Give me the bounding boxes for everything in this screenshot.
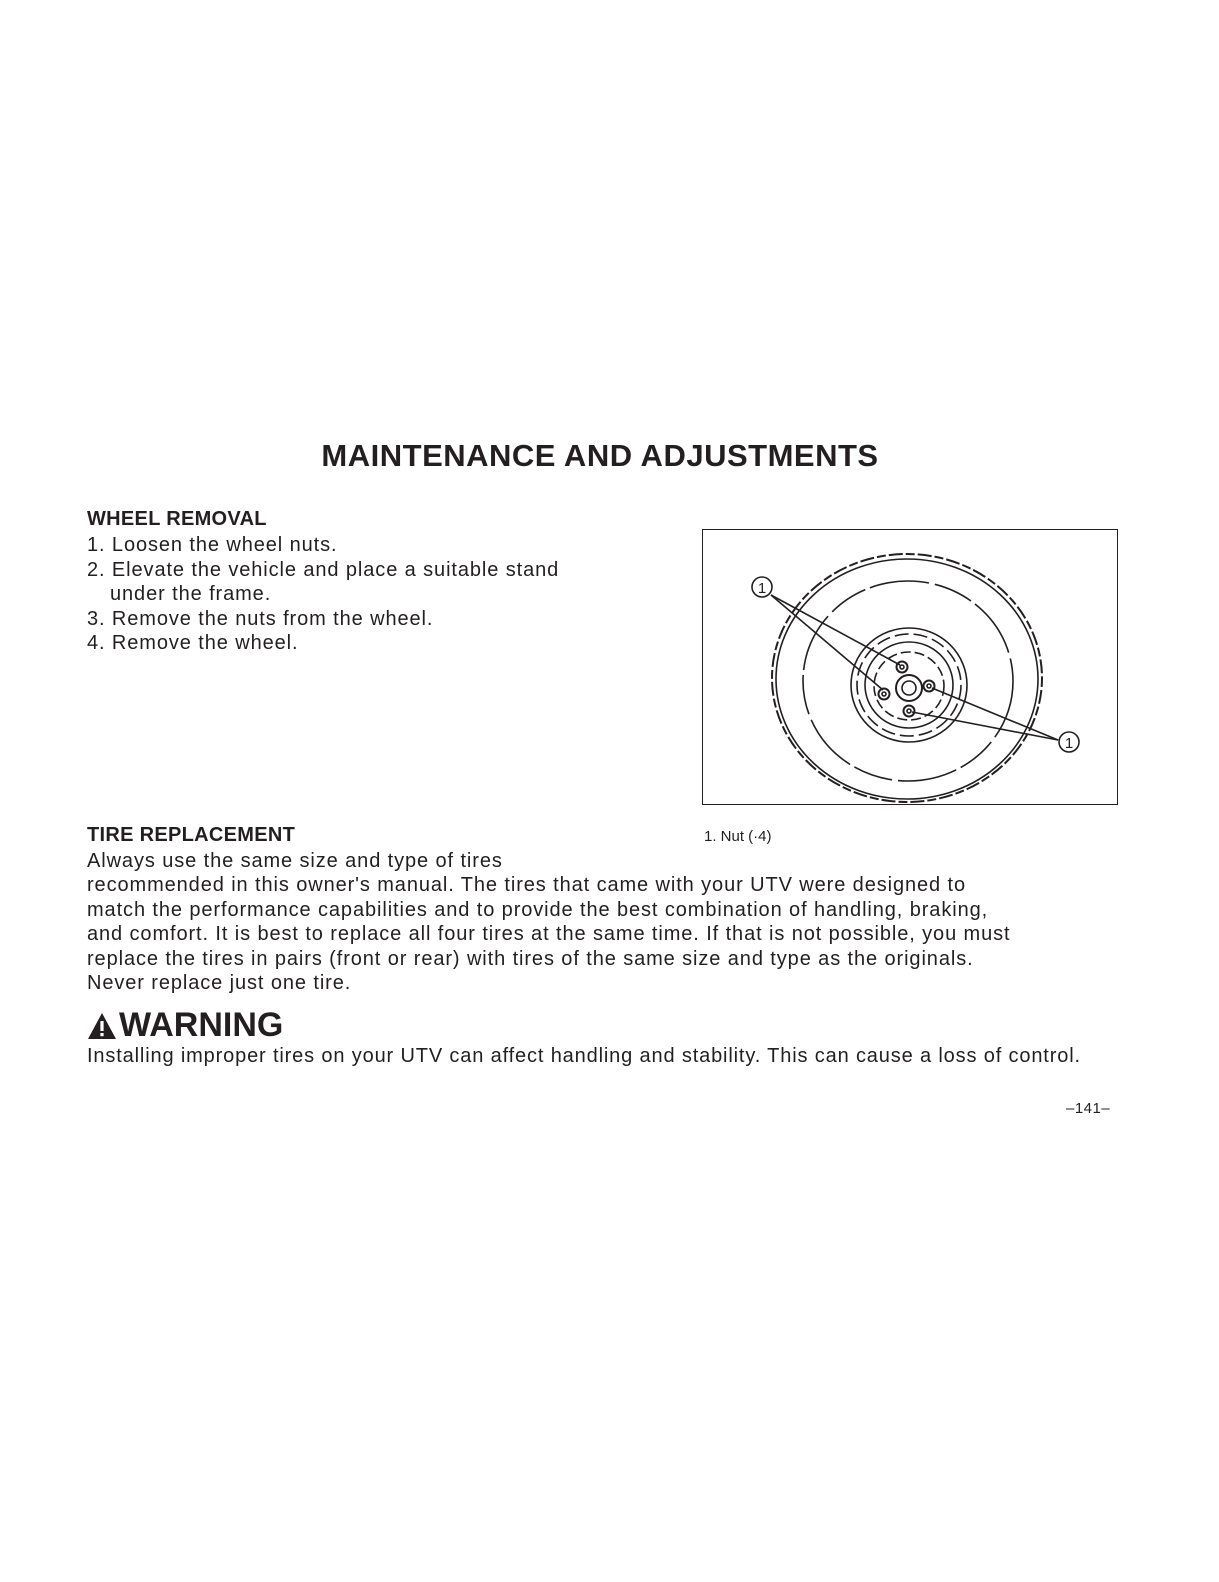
wheel-removal-heading: WHEEL REMOVAL bbox=[87, 508, 267, 530]
step-2-continued: under the frame. bbox=[110, 583, 272, 605]
text-line: replace the tires in pairs (front or rear) with tires of the same size and type as the originals. bbox=[87, 947, 974, 970]
page-title: MAINTENANCE AND ADJUSTMENTS bbox=[321, 438, 879, 473]
wheel-figure bbox=[702, 529, 1118, 805]
figure-caption: 1. Nut (·4) bbox=[704, 828, 772, 845]
tire-replacement-text bbox=[87, 849, 1167, 995]
step-4: 4. Remove the wheel. bbox=[87, 632, 299, 654]
tire-replacement-heading: TIRE REPLACEMENT bbox=[87, 824, 296, 846]
page-number: –141– bbox=[1066, 1100, 1111, 1117]
step-3: 3. Remove the nuts from the wheel. bbox=[87, 607, 434, 630]
warning-heading bbox=[87, 1006, 283, 1045]
step-1: 1. Loosen the wheel nuts. bbox=[87, 534, 338, 556]
callout-label-top: 1 bbox=[757, 580, 767, 597]
text-line: match the performance capabilities and to provide the best combination of handling, braking, bbox=[87, 898, 989, 921]
callout-label-bottom: 1 bbox=[1064, 735, 1074, 752]
wheel-removal-steps bbox=[87, 533, 559, 656]
text-line: Always use the same size and type of tires bbox=[87, 850, 503, 872]
text-line: and comfort. It is best to replace all four tires at the same time. If that is not possible, you must bbox=[87, 923, 1011, 946]
text-line: recommended in this owner's manual. The tires that came with your UTV were designed to bbox=[87, 874, 967, 897]
warning-title: WARNING bbox=[119, 1006, 284, 1044]
warning-text: Installing improper tires on your UTV can affect handling and stability. This can cause a loss of control. bbox=[87, 1045, 1081, 1067]
text-line: Never replace just one tire. bbox=[87, 972, 352, 995]
wheel-illustration bbox=[703, 530, 1116, 803]
step-2: 2. Elevate the vehicle and place a suitable stand bbox=[87, 558, 560, 581]
warning-triangle-icon bbox=[87, 1012, 117, 1040]
